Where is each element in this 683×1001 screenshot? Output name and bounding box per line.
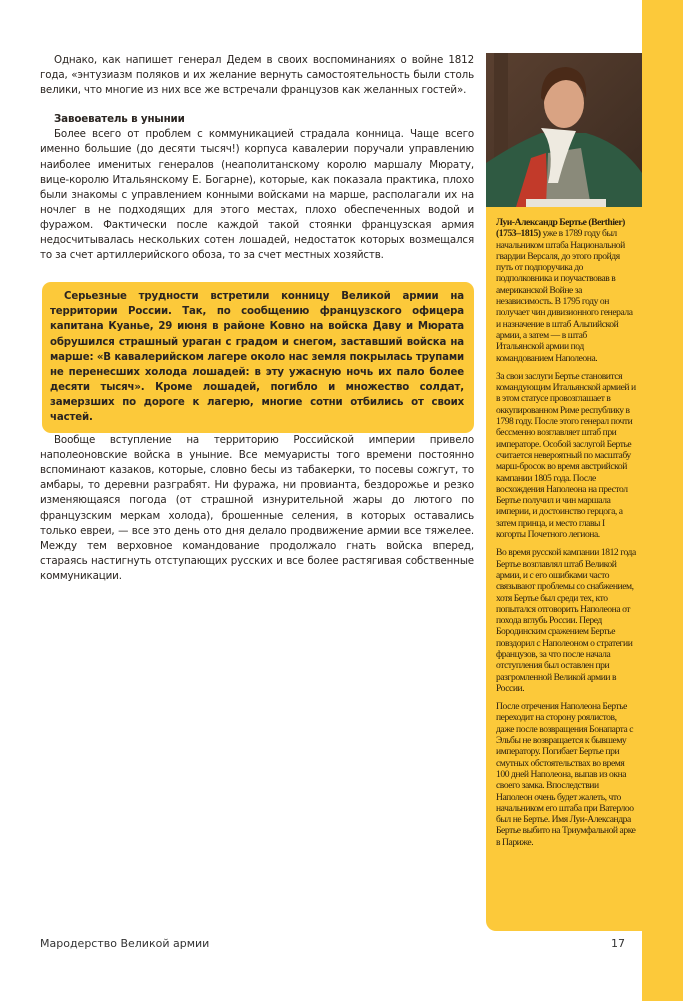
berthier-portrait <box>486 53 642 207</box>
bio-paragraph-1 <box>496 217 636 364</box>
biography-text <box>486 207 642 848</box>
bio-paragraph-3: Во время русской кампании 1812 года Бертье возглавлял штаб Великой армии, и с его ошибками часто связывают проблемы со снабжением, хотя Бертье был среди тех, кто попытался отговорить Наполеона от похода вглубь России. Перед Бородинским сражением Бертье повздорил с Наполеоном о стратегии французов, за что после начала отступления был оставлен при разгромленной Великой армии в России. <box>496 547 636 694</box>
callout-text: Серьезные трудности встретили конницу Великой армии на территории России. Так, по сообщению французского офицера капитана Куанье, 29 июня в районе Ковно на войска Даву и Мюрата обрушился страшный ураган с градом и снегом, заставший войска на марше: «В кавалерийском лагере около нас земля покрылась трупами не перенесших холода лошадей: в эту ужасную ночь их пало более десяти тысяч». Кроме лошадей, погибло и множество солдат, замерзших по дороге к лагерю, многие сотни отбились от своих частей. <box>50 291 464 423</box>
intro-paragraph: Однако, как напишет генерал Дедем в своих воспоминаниях о войне 1812 года, «энтузиазм поляков и их желание вернуть самостоятельность были столь велики, что многие из них все же встречали французов как желанных гостей». <box>40 54 474 97</box>
page-number: 17 <box>611 937 625 950</box>
section-paragraph: Более всего от проблем с коммуникацией страдала конница. Чаще всего именно большие (до десяти тысяч!) корпуса кавалерии поручали управлению наиболее именитых генералов (неаполитанскому королю маршалу Мюрату, вице-королю Итальянскому Е. Богарне), которые, как показала практика, плохо были знакомы с управлением конными войсками на марше, располагали их на ночлег в не подходящих для этого местах, плохо обеспеченных водой и фуражом. Фактически после каждой такой стоянки французская армия недосчитывалась нескольких сотен лошадей, недостаток которых возмещался то за счет артиллерийского обоза, то за счет местных хозяйств. <box>40 128 474 262</box>
bio-name: Луи-Александр Бертье (Berthier) (1753–1815) <box>496 217 625 240</box>
bio-paragraph-4: После отречения Наполеона Бертье переходит на сторону роялистов, даже после возвращения Бонапарта с Эльбы не возвращается к бывшему императору. Погибает Бертье при смутных обстоятельствах во время 100 дней Наполеона, выпав из окна своего замка. Впоследствии Наполеон очень будет жалеть, что начальником его штаба при Ватерлоо был не Бертье. Имя Луи-Александра Бертье выбито на Триумфальной арке в Париже. <box>496 701 636 848</box>
accent-stripe <box>642 0 683 1001</box>
biography-sidebar <box>486 53 642 931</box>
bio-paragraph-2: За свои заслуги Бертье становится командующим Итальянской армией и в этом статусе провозглашает в оккупированном Риме республику в 1798 году. После этого генерал почти бессменно возглавляет штаб при императоре. Особой заслугой Бертье считается невероятный по масштабу марш-бросок во время австрийской кампании 1805 года. После восхождения Наполеона на престол Бертье получил и чин маршала империи, и достоинство герцога, а затем принца, и место главы I когорты Почетного легиона. <box>496 370 636 541</box>
section-heading: Завоеватель в унынии <box>54 113 185 126</box>
closing-paragraph: Вообще вступление на территорию Российской империи привело наполеоновские войска в уныние. Все мемуаристы того времени постоянно вспоминают казаков, которые, словно бесы из табакерки, то посевы сожгут, то амбары, то деревни разграбят. Ни фуража, ни провианта, бездорожье и резко изменяющаяся погода (от страшной изнурительной жары до лютого по французским меркам холода), брошенные селения, в которых оставались только евреи, — все это день ото дня делало продвижение армии все тяжелее. Между тем верховное командование продолжало гнать войска вперед, стараясь настигнуть отступающих русских и все более растягивая собственные коммуникации. <box>40 434 474 582</box>
callout-box <box>42 282 474 433</box>
main-article <box>40 53 474 584</box>
bio-paragraph-1-text: уже в 1789 году был начальником штаба Национальной гвардии Версаля, до этого пройдя путь от подпоручика до подполковника и поучаствовав в американской Войне за независимость. В 1795 году он получает чин дивизионного генерала и назначение в штаб Альпийской армии, а затем — в штаб Итальянской армии под командованием Наполеона. <box>496 228 633 364</box>
running-footer-title: Мародерство Великой армии <box>40 937 210 950</box>
